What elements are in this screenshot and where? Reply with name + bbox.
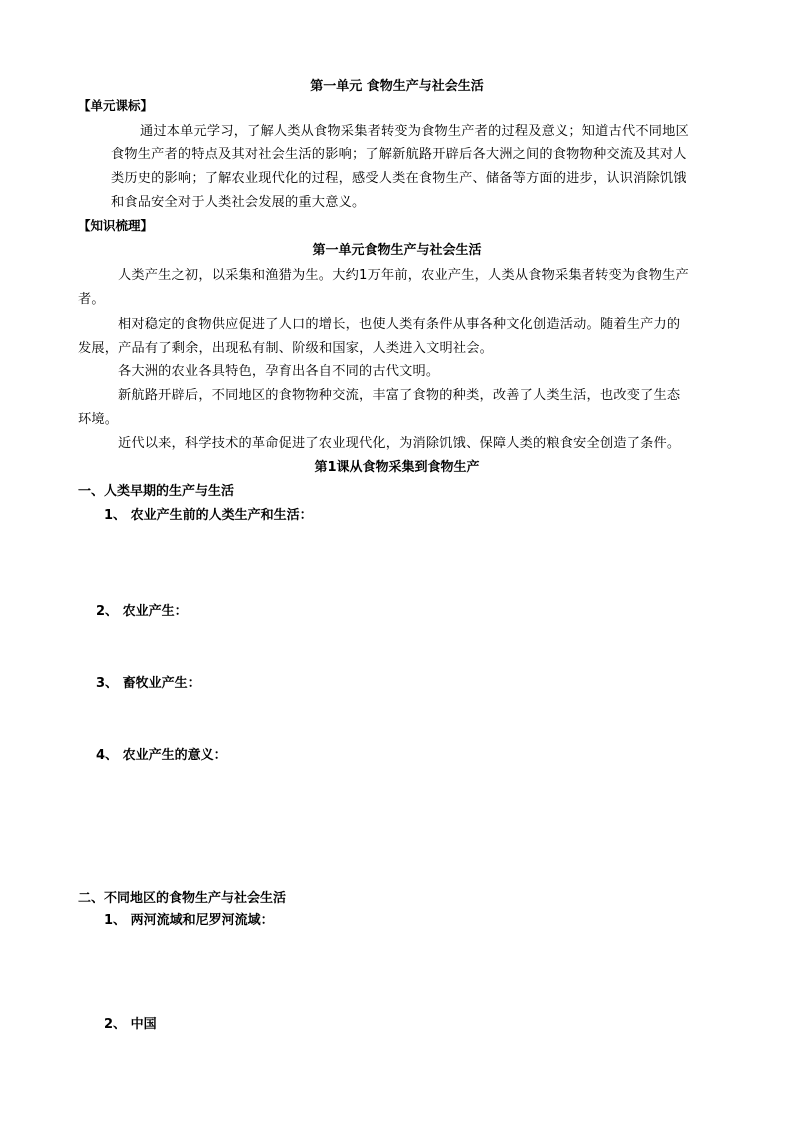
knowledge-line-4: 发展，产品有了剩余，出现私有制、阶级和国家，人类进入文明社会。 [78,341,494,356]
standards-line-1: 通过本单元学习，了解人类从食物采集者转变为食物生产者的过程及意义；知道古代不同地区 [140,124,689,139]
standards-line-2: 食物生产者的特点及其对社会生活的影响；了解新航路开辟后各大洲之间的食物物种交流及其对人 [111,147,687,162]
section-1-item-3: 3、 畜牧业产生： [96,676,201,691]
knowledge-line-5: 各大洲的农业各具特色，孕育出各自不同的古代文明。 [118,364,440,379]
unit-title: 第一单元 食物生产与社会生活 [310,79,484,94]
section-1-item-2: 2、 农业产生： [96,604,188,619]
standards-heading: 【单元课标】 [78,98,154,113]
knowledge-line-3: 相对稳定的食物供应促进了人口的增长，也使人类有条件从事各种文化创造活动。随着生产力的 [118,317,681,332]
section-2-heading: 二、不同地区的食物生产与社会生活 [78,891,287,906]
knowledge-heading: 【知识梳理】 [78,218,154,233]
standards-line-4: 和食品安全对于人类社会发展的重大意义。 [111,195,366,210]
knowledge-line-8: 近代以来，科学技术的革命促进了农业现代化，为消除饥饿、保障人类的粮食安全创造了条件。 [118,436,681,451]
section-1-heading: 一、人类早期的生产与生活 [78,484,235,499]
section-2-item-1: 1、 两河流域和尼罗河流域： [104,913,274,928]
knowledge-line-1: 人类产生之初，以采集和渔猎为生。大约1万年前，农业产生，人类从食物采集者转变为食物生产 [118,268,689,283]
section-1-item-1: 1、 农业产生前的人类生产和生活： [104,508,313,523]
knowledge-line-7: 环境。 [78,412,119,427]
lesson-title: 第1课从食物采集到食物生产 [314,460,480,475]
section-2-item-2: 2、 中国 [104,1017,157,1032]
knowledge-subtitle: 第一单元食物生产与社会生活 [312,243,482,258]
standards-line-3: 类历史的影响；了解农业现代化的过程，感受人类在食物生产、储备等方面的进步，认识消除饥饿 [111,171,687,186]
section-1-item-4: 4、 农业产生的意义： [96,748,227,763]
knowledge-line-6: 新航路开辟后，不同地区的食物物种交流，丰富了食物的种类，改善了人类生活，也改变了生态 [118,388,681,403]
knowledge-line-2: 者。 [78,292,105,307]
